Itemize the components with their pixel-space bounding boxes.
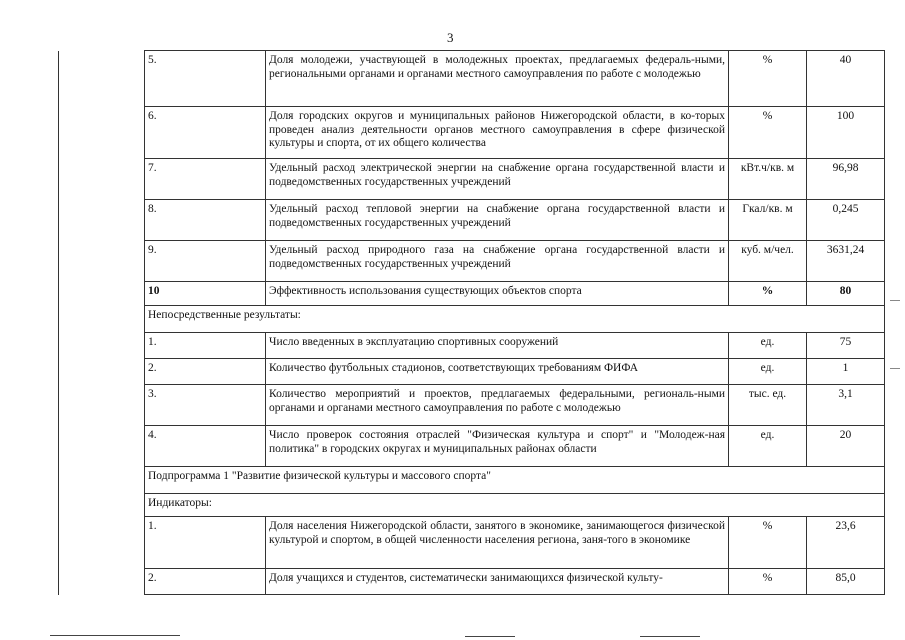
table-row [59,200,885,241]
indicator-value: 85,0 [807,569,885,595]
unit-of-measure: ед. [729,426,807,467]
indicator-value: 75 [807,333,885,359]
table-row [59,426,885,467]
indicator-value: 100 [807,107,885,159]
row-number: 8. [145,200,266,241]
table-row [59,159,885,200]
indicator-value: 80 [807,282,885,306]
indicator-description: Доля учащихся и студентов, систематически занимающихся физической культу- [266,569,729,595]
margin-cell [59,385,145,426]
indicator-description: Доля молодежи, участвующей в молодежных проектах, предлагаемых федераль-ными, региональными органами и органами местного самоуправления по работе с молодежью [266,51,729,107]
indicator-value: 96,98 [807,159,885,200]
unit-of-measure: % [729,517,807,569]
unit-of-measure: тыс. ед. [729,385,807,426]
table-row [59,385,885,426]
margin-cell [59,282,145,306]
row-number: 1. [145,333,266,359]
row-number: 2. [145,359,266,385]
unit-of-measure: ед. [729,359,807,385]
margin-cell [59,159,145,200]
margin-cell [59,494,145,517]
indicator-value: 3631,24 [807,241,885,282]
indicator-description: Количество футбольных стадионов, соответствующих требованиям ФИФА [266,359,729,385]
margin-cell [59,107,145,159]
table-row [59,333,885,359]
margin-cell [59,569,145,595]
row-number: 2. [145,569,266,595]
margin-cell [59,359,145,385]
unit-of-measure: Гкал/кв. м [729,200,807,241]
indicator-description: Доля населения Нижегородской области, занятого в экономике, занимающегося физической культурой и спортом, в общей численности населения региона, заня-того в экономике [266,517,729,569]
indicator-value: 0,245 [807,200,885,241]
table-row [59,51,885,107]
indicators-table [58,50,885,595]
margin-cell [59,426,145,467]
indicator-value: 40 [807,51,885,107]
section-row [59,494,885,517]
page-number: 3 [447,30,454,45]
section-label: Подпрограмма 1 "Развитие физической культуры и массового спорта" [145,467,885,494]
margin-cell [59,200,145,241]
scan-line [465,636,515,637]
table-row [59,241,885,282]
indicator-description: Доля городских округов и муниципальных районов Нижегородской области, в ко-торых проведен анализ деятельности органов местного самоуправления в сфере физической культуры и спорта, от их общего количества [266,107,729,159]
margin-cell [59,467,145,494]
unit-of-measure: куб. м/чел. [729,241,807,282]
row-number: 6. [145,107,266,159]
indicator-description: Количество мероприятий и проектов, предлагаемых федеральными, региональ-ными органами и органами местного самоуправления по работе с молодежью [266,385,729,426]
unit-of-measure: % [729,569,807,595]
indicator-description: Число введенных в эксплуатацию спортивных сооружений [266,333,729,359]
indicator-description: Удельный расход природного газа на снабжение органа государственной власти и подведомственных государственных учреждений [266,241,729,282]
margin-cell [59,51,145,107]
table-row [59,517,885,569]
indicator-value: 23,6 [807,517,885,569]
indicator-value: 20 [807,426,885,467]
scan-line [890,300,900,301]
indicator-description: Эффективность использования существующих объектов спорта [266,282,729,306]
indicator-description: Удельный расход электрической энергии на снабжение органа государственной власти и подведомственных государственных учреждений [266,159,729,200]
indicator-description: Число проверок состояния отраслей "Физическая культура и спорт" и "Молодеж-ная политика" в городских округах и муниципальных районах области [266,426,729,467]
row-number: 4. [145,426,266,467]
margin-cell [59,306,145,333]
unit-of-measure: % [729,282,807,306]
unit-of-measure: % [729,107,807,159]
margin-cell [59,241,145,282]
row-number: 7. [145,159,266,200]
section-label: Индикаторы: [145,494,885,517]
unit-of-measure: ед. [729,333,807,359]
table-row [59,282,885,306]
scan-line [50,635,180,636]
margin-cell [59,517,145,569]
unit-of-measure: кВт.ч/кв. м [729,159,807,200]
table-row [59,569,885,595]
section-row [59,467,885,494]
unit-of-measure: % [729,51,807,107]
row-number: 1. [145,517,266,569]
row-number: 3. [145,385,266,426]
scan-line [890,368,900,369]
scan-line [640,636,700,637]
row-number: 10 [145,282,266,306]
section-row [59,306,885,333]
row-number: 5. [145,51,266,107]
margin-cell [59,333,145,359]
indicator-value: 1 [807,359,885,385]
row-number: 9. [145,241,266,282]
section-label: Непосредственные результаты: [145,306,885,333]
table-row [59,359,885,385]
indicator-description: Удельный расход тепловой энергии на снабжение органа государственной власти и подведомственных государственных учреждений [266,200,729,241]
table-row [59,107,885,159]
indicator-value: 3,1 [807,385,885,426]
